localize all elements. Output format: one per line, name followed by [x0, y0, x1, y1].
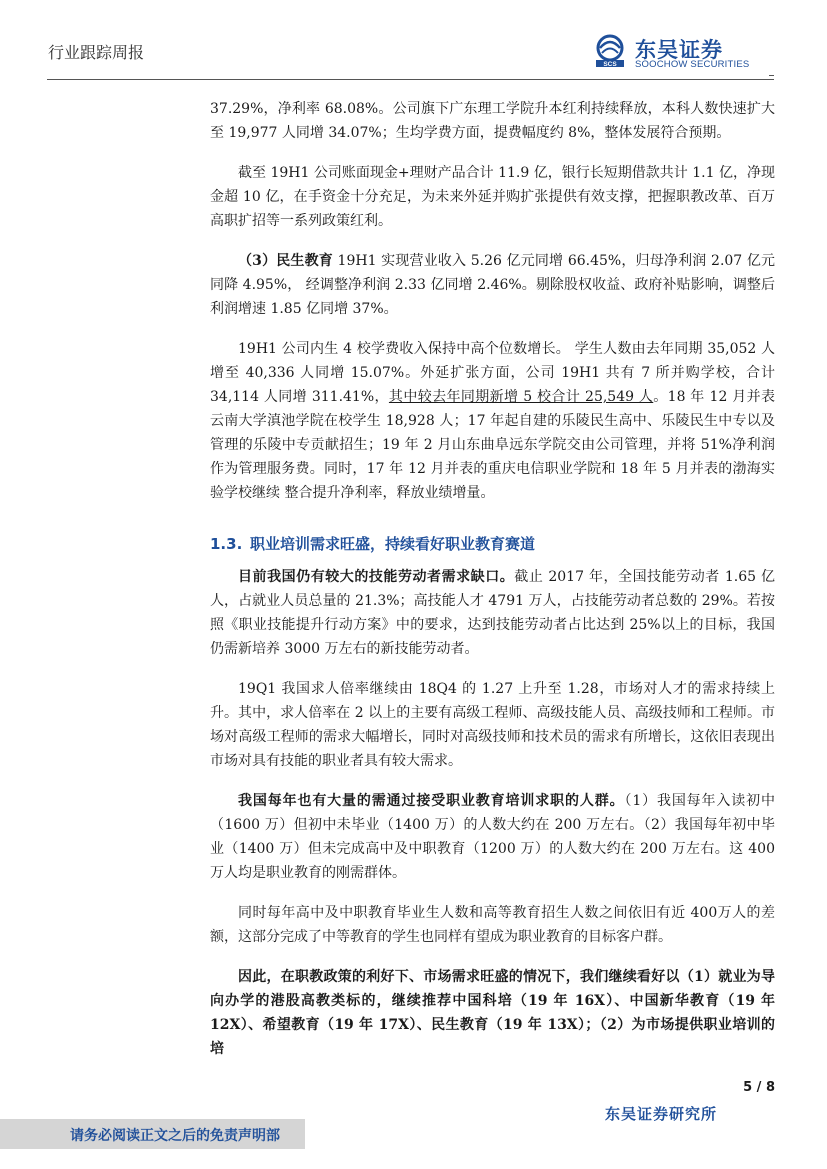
paragraph-2: 截至 19H1 公司账面现金+理财产品合计 11.9 亿，银行长短期借款共计 1.1 亿，净现金超 10 亿，在手资金十分充足，为未来外延并购扩张提供有效支撑，把握职教改革、百万高职扩招等一系列政策红利。 [210, 165, 775, 229]
paragraph-5-lead: 目前我国仍有较大的技能劳动者需求缺口。 [238, 569, 515, 585]
paragraph-4-text-b: 。18 年 12 月并表云南大学滇池学院在校学生 18,928 人；17 年起自建的乐陵民生高中、乐陵民生中专以及管理的乐陵中专贡献招生；19 年 2 月山东曲阜远东学院交由公司管理，并将 51%净利润作为管理服务费。同时，17 年 12 月并表的重庆电信职业学院和 18 年 5 月并表的渤海实验学校继续 整合提升净利率，释放业绩增量。 [210, 389, 775, 501]
paragraph-4 [210, 337, 775, 505]
footer-disclaimer: 请务必阅读正文之后的免责声明部 [70, 1128, 280, 1144]
body-top [210, 97, 775, 521]
paragraph-8: 同时每年高中及中职教育毕业生人数和高等教育招生人数之间依旧有近 400万人的差额，这部分完成了中等教育的学生也同样有望成为职业教育的目标客户群。 [210, 905, 775, 945]
footer-institute: 东吴证券研究所 [605, 1105, 718, 1123]
page-number: 5 / 8 [743, 1080, 775, 1095]
paragraph-7 [210, 789, 775, 885]
logo-en-name: SOOCHOW SECURITIES [635, 59, 750, 70]
logo-cn-name: 东吴证券 [635, 38, 723, 62]
paragraph-7-lead: 我国每年也有大量的需通过接受职业教育培训求职的人群。 [238, 793, 625, 809]
paragraph-7-text: （1）我国每年入读初中（1600 万）但初中未毕业（1400 万）的人数大约在 200 万左右。（2）我国每年初中毕业（1400 万）但未完成高中及中职教育（1200 万）的人数大约在 200 万左右。这 400 万人均是职业教育的刚需群体。 [210, 793, 775, 881]
paragraph-5-text: 截止 2017 年，全国技能劳动者 1.65 亿人，占就业人员总量的 21.3%；高技能人才 4791 万人，占技能劳动者总数的 29%。若按照《职业技能提升行动方案》中的要求，达到技能劳动者占比达到 25%以上的目标，我国仍需新培养 3000 万左右的新技能劳动者。 [210, 569, 775, 657]
header-divider [47, 79, 774, 80]
paragraph-9 [210, 965, 775, 1061]
section-number: 1.3. [210, 535, 243, 553]
company-logo [593, 34, 783, 72]
paragraph-3 [210, 249, 775, 321]
soochow-logo-icon [593, 34, 627, 68]
paragraph-6: 19Q1 我国求人倍率继续由 18Q4 的 1.27 上升至 1.28，市场对人才的需求持续上升。其中，求人倍率在 2 以上的主要有高级工程师、高级技能人员、高级技师和工程师。市场对高级工程师的需求大幅增长，同时对高级技师和技术员的需求有所增长，这依旧表现出市场对具有技能的职业者具有较大需求。 [210, 681, 775, 769]
paragraph-4-text-a: 19H1 公司内生 4 校学费收入保持中高个位数增长。 学生人数由去年同期 35,052 人增至 40,336 人同增 15.07%。外延扩张方面，公司 19H1 共有 7 所并购学校，合计 34,114 人同增 311.41%， [210, 341, 775, 405]
report-type-label: 行业跟踪周报 [48, 43, 145, 62]
paragraph-5 [210, 565, 775, 661]
paragraph-3-lead: （3）民生教育 [238, 253, 333, 269]
paragraph-1: 37.29%，净利率 68.08%。公司旗下广东理工学院升本红利持续释放，本科人数快速扩大至 19,977 人同增 34.07%；生均学费方面，提费幅度约 8%，整体发展符合预期。 [210, 101, 775, 141]
section-heading [210, 533, 775, 554]
paragraph-4-underlined: 其中较去年同期新增 5 校合计 25,549 人 [388, 389, 654, 405]
paragraph-3-text: 19H1 实现营业收入 5.26 亿元同增 66.45%，归母净利润 2.07 亿元同降 4.95%， 经调整净利润 2.33 亿同增 2.46%。剔除股权收益、政府补贴影响，调整后利润增速 1.85 亿同增 37%。 [210, 253, 775, 317]
logo-mark-text: SCS [603, 61, 617, 68]
paragraph-9-lead: 因此，在职教政策的利好下、市场需求旺盛的情况下，我们继续看好以（1）就业为导向办学的港股高教类标的，继续推荐中国科培（19 年 16X）、中国新华教育（19 年 12X）、希望教育（19 年 17X）、民生教育（19 年 13X）；（2）为市场提供职业培训的培 [210, 969, 775, 1057]
section-title: 职业培训需求旺盛，持续看好职业教育赛道 [250, 535, 536, 553]
body-bottom [210, 565, 775, 1077]
